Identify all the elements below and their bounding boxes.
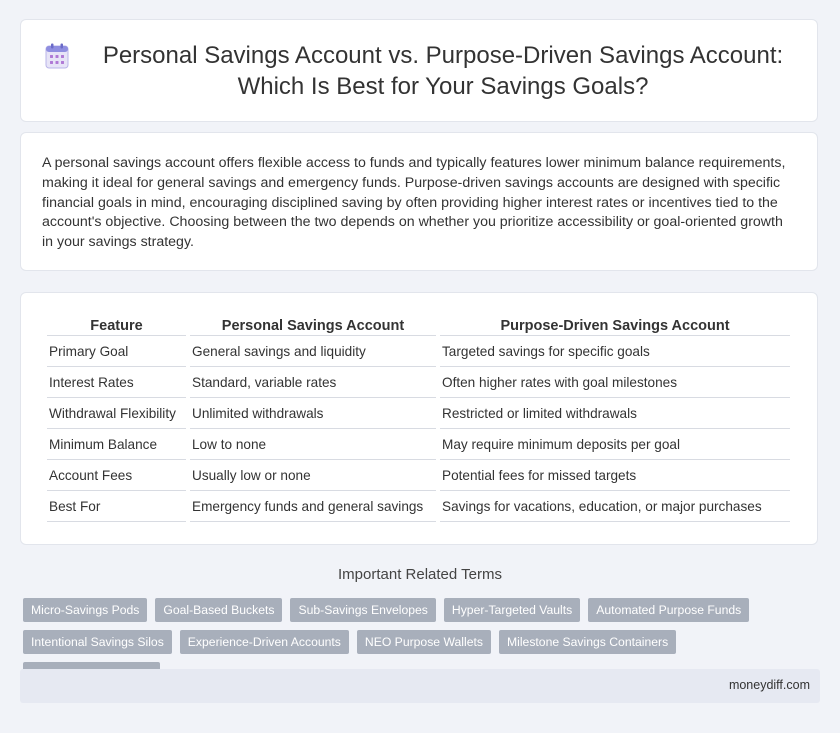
related-term-tag[interactable]: Hyper-Targeted Vaults	[444, 598, 580, 622]
table-row	[47, 460, 790, 491]
related-terms-title: Important Related Terms	[338, 566, 502, 583]
table-header-row	[47, 316, 790, 336]
table-cell: Usually low or none	[190, 460, 436, 491]
table-cell: Savings for vacations, education, or major purchases	[440, 491, 790, 522]
header-personal: Personal Savings Account	[190, 316, 436, 336]
table-row	[47, 429, 790, 460]
table-cell: Targeted savings for specific goals	[440, 336, 790, 367]
calendar-icon	[45, 43, 69, 74]
intro-text: A personal savings account offers flexible access to funds and typically features lower minimum balance requirements, making it ideal for general savings and emergency funds. Purpose-driven savings accounts are designed with specific financial goals in mind, encouraging disciplined saving by often providing higher interest rates or incentives tied to the account's objective. Choosing between the two depends on whether you prioritize accessibility or goal-oriented growth in your savings strategy.	[42, 155, 786, 251]
table-cell: Low to none	[190, 429, 436, 460]
related-term-tag[interactable]: Automated Purpose Funds	[588, 598, 749, 622]
page-title: Personal Savings Account vs. Purpose-Driven Savings Account: Which Is Best for Your Savings Goals?	[102, 41, 784, 100]
related-term-tag[interactable]: Milestone Savings Containers	[499, 630, 676, 654]
table-cell: Primary Goal	[47, 336, 186, 367]
related-term-tag[interactable]: Micro-Savings Pods	[23, 598, 147, 622]
table-row	[47, 336, 790, 367]
table-cell: Emergency funds and general savings	[190, 491, 436, 522]
table-cell: May require minimum deposits per goal	[440, 429, 790, 460]
site-link[interactable]: moneydiff.com	[728, 678, 810, 692]
table-cell: Withdrawal Flexibility	[47, 398, 186, 429]
footer	[20, 669, 820, 703]
table-row	[47, 367, 790, 398]
header-feature: Feature	[47, 316, 186, 336]
header-card	[20, 19, 818, 122]
table-cell: Interest Rates	[47, 367, 186, 398]
table-cell: Standard, variable rates	[190, 367, 436, 398]
comparison-table	[43, 316, 794, 522]
related-term-tag[interactable]: Experience-Driven Accounts	[180, 630, 349, 654]
table-cell: Minimum Balance	[47, 429, 186, 460]
related-term-tag[interactable]: Sub-Savings Envelopes	[290, 598, 435, 622]
table-row	[47, 398, 790, 429]
header-purpose: Purpose-Driven Savings Account	[440, 316, 790, 336]
related-term-tag[interactable]: Goal-Based Buckets	[155, 598, 282, 622]
table-cell: Often higher rates with goal milestones	[440, 367, 790, 398]
related-term-tag[interactable]: Intentional Savings Silos	[23, 630, 172, 654]
comparison-card	[20, 292, 818, 545]
table-cell: General savings and liquidity	[190, 336, 436, 367]
table-cell: Best For	[47, 491, 186, 522]
related-term-tag[interactable]: NEO Purpose Wallets	[357, 630, 491, 654]
table-cell: Account Fees	[47, 460, 186, 491]
table-cell: Restricted or limited withdrawals	[440, 398, 790, 429]
table-cell: Unlimited withdrawals	[190, 398, 436, 429]
intro-card	[20, 132, 818, 271]
table-row	[47, 491, 790, 522]
table-cell: Potential fees for missed targets	[440, 460, 790, 491]
